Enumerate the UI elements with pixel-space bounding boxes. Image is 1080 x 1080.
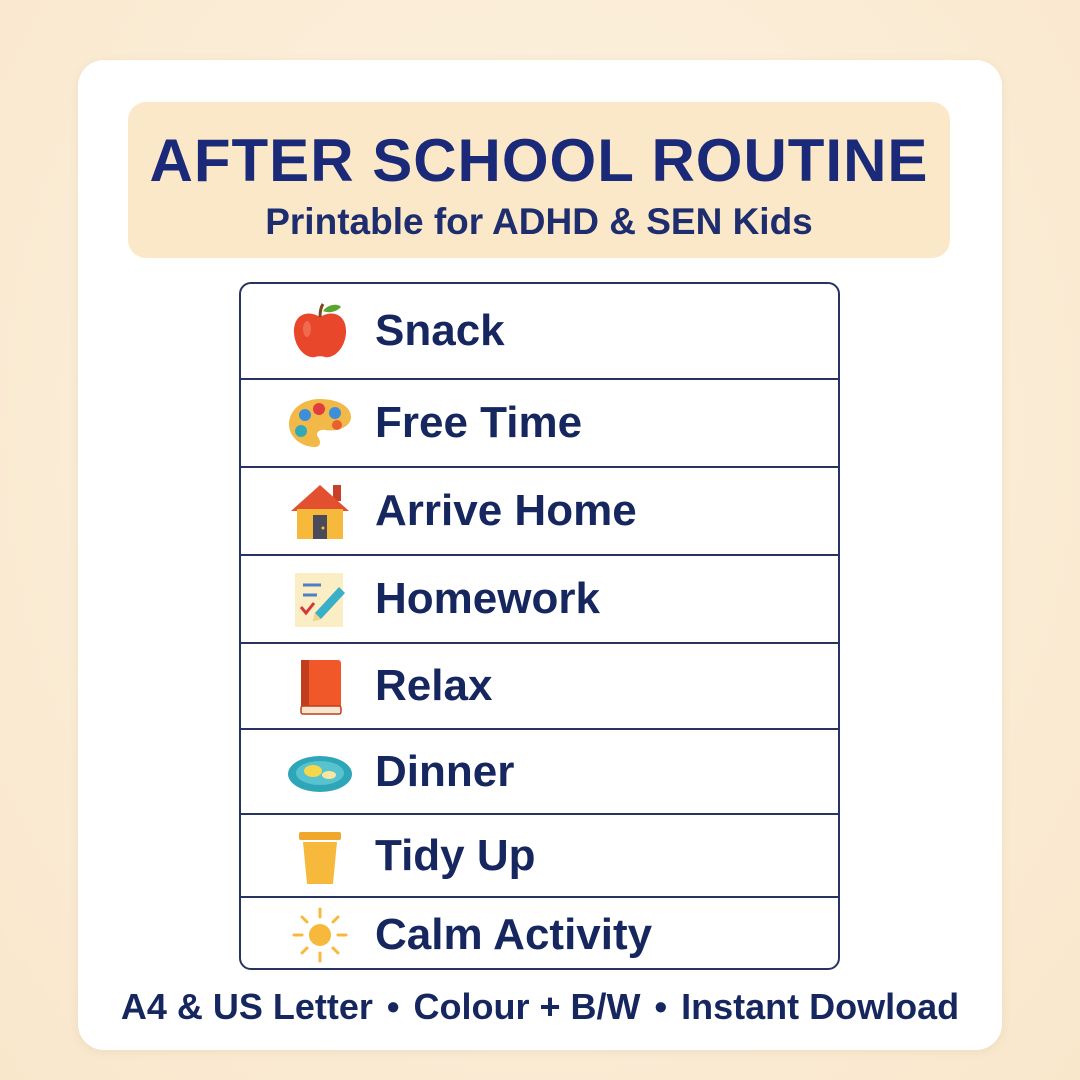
page-title: AFTER SCHOOL ROUTINE (149, 127, 929, 194)
house-icon (285, 479, 355, 543)
book-icon (285, 654, 355, 718)
list-item (241, 468, 838, 556)
list-item (241, 815, 838, 898)
footer-colour-options: Colour + B/W (413, 986, 641, 1027)
page-subtitle: Printable for ADHD & SEN Kids (265, 201, 813, 242)
homework-checklist-icon (285, 567, 355, 631)
list-item-label: Snack (375, 306, 505, 355)
footer-separator: • (386, 986, 400, 1027)
footer-download: Instant Dowload (681, 986, 960, 1027)
list-item (241, 730, 838, 815)
list-item (241, 284, 838, 380)
dinner-plate-icon (285, 740, 355, 804)
list-item-label: Arrive Home (375, 486, 637, 535)
list-item (241, 380, 838, 468)
list-item-label: Relax (375, 661, 493, 710)
list-item (241, 644, 838, 730)
list-item-label: Homework (375, 574, 600, 623)
bin-icon (285, 824, 355, 888)
list-item-label: Free Time (375, 398, 583, 447)
list-item-label: Calm Activity (375, 910, 653, 959)
footer-formats: A4 & US Letter (120, 986, 373, 1027)
paint-palette-icon (285, 391, 355, 455)
list-item-label: Tidy Up (375, 830, 536, 880)
footer-separator: • (654, 986, 668, 1027)
sun-icon (285, 903, 355, 967)
list-item (241, 556, 838, 644)
title-banner (128, 102, 950, 258)
routine-list (239, 282, 840, 970)
printable-card (78, 60, 1002, 1050)
list-item-label: Dinner (375, 746, 515, 796)
apple-icon (285, 299, 355, 363)
list-item (241, 898, 838, 970)
footer-info (78, 986, 1002, 1028)
